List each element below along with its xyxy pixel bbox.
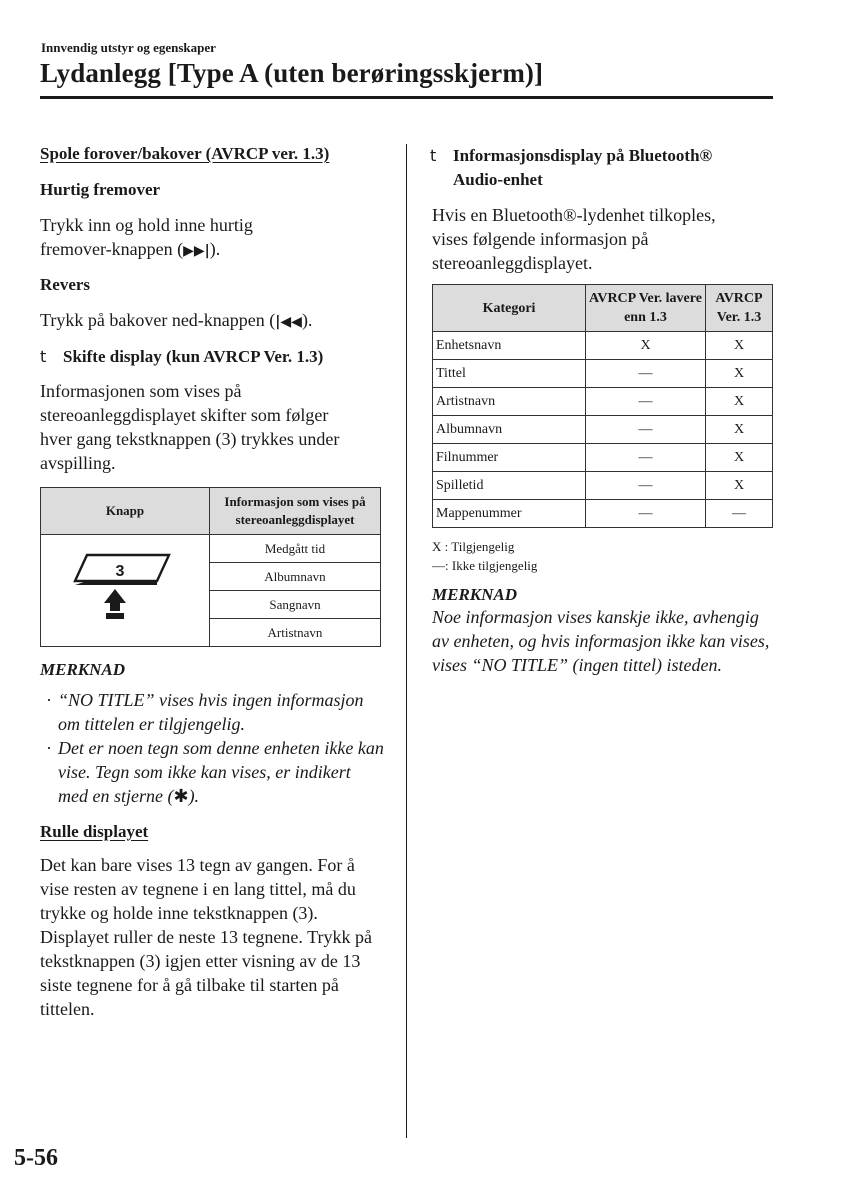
merknad-item-text: “NO TITLE” vises hvis ingen informasjon om tittelen er tilgjengelig. [58,690,364,734]
table-cell: Sangnavn [210,591,381,619]
table-cell: X [706,472,773,500]
table-cell: Artistnavn [210,619,381,647]
table-cell: Artistnavn [433,388,586,416]
hurtig-text-b: ). [209,239,221,259]
section-marker: t [40,347,47,366]
skifte-line: stereoanleggdisplayet skifter som følger [40,405,329,425]
table-cell: Medgått tid [210,535,381,563]
left-column [40,144,384,1021]
skifte-heading: Skifte display (kun AVRCP Ver. 1.3) [63,347,324,366]
info-text [432,203,778,275]
table-cell: X [706,360,773,388]
page-title: Lydanlegg [Type A (uten berøringsskjerm)] [40,58,544,88]
rulle-heading: Rulle displayet [40,822,149,841]
table-header-info: Informasjon som vises på stereoanleggdisplayet [210,488,381,535]
table-cell: Albumnavn [433,416,586,444]
bullet-dot: · [46,690,52,710]
table-cell: X [706,444,773,472]
table-cell: X [586,332,706,360]
merknad-item [40,736,384,809]
skifte-text [40,379,384,475]
display-table [40,487,381,647]
info-line: vises følgende informasjon på [432,229,649,249]
table-row [433,332,773,360]
fast-forward-icon: ▶▶| [183,243,210,259]
table-header-kategori: Kategori [433,285,586,332]
info-heading-line2: Audio-enhet [453,170,543,189]
table-header-lower: AVRCP Ver. lavere enn 1.3 [586,285,706,332]
table-header-knapp: Knapp [41,488,210,535]
table-cell: Tittel [433,360,586,388]
table-cell: Albumnavn [210,563,381,591]
revers-heading: Revers [40,275,91,294]
table-row [433,360,773,388]
right-column [432,144,778,677]
merknad-list [40,688,384,809]
table-cell: Spilletid [433,472,586,500]
table-cell: — [586,500,706,528]
table-cell: Mappenummer [433,500,586,528]
spole-heading: Spole forover/bakover (AVRCP ver. 1.3) [40,144,330,163]
info-heading-line1: Informasjonsdisplay på Bluetooth® [453,146,713,165]
rewind-icon: |◀◀ [275,314,302,330]
table-header-13: AVRCP Ver. 1.3 [706,285,773,332]
merknad-heading: MERKNAD [40,660,126,679]
table-cell: X [706,388,773,416]
bullet-dot: · [46,738,52,758]
merknad-item-text-b: ). [188,786,200,806]
table-row [433,416,773,444]
table-cell: — [706,500,773,528]
skifte-line: hver gang tekstknappen (3) trykkes under [40,429,340,449]
table-cell: Enhetsnavn [433,332,586,360]
bluetooth-info-table [432,284,773,528]
section-marker: t [430,146,437,165]
press-arrow-icon [104,589,126,619]
table-row [433,500,773,528]
hurtig-text-line2 [40,237,384,263]
table-row [41,535,381,563]
hurtig-heading: Hurtig fremover [40,180,161,199]
legend-unavailable: —: Ikke tilgjengelig [432,558,538,573]
section-label: Innvendig utstyr og egenskaper [41,40,216,55]
hurtig-text-line1: Trykk inn og hold inne hurtig [40,215,253,235]
table-cell: — [586,388,706,416]
info-line: Hvis en Bluetooth®-lydenhet tilkoples, [432,205,716,225]
legend [432,537,778,575]
hurtig-text-a: fremover-knappen ( [40,239,184,259]
page-number: 5-56 [14,1145,58,1171]
text-button-illustration [65,551,185,631]
merknad-item-text [58,736,384,809]
table-cell: — [586,472,706,500]
column-divider [406,144,407,1138]
skifte-line: Informasjonen som vises på [40,381,242,401]
table-cell: X [706,332,773,360]
skifte-heading-row [40,345,384,369]
info-line: stereoanleggdisplayet. [432,253,593,273]
merknad-item [40,688,384,736]
legend-available: X : Tilgjengelig [432,539,515,554]
revers-text-b: ). [301,310,313,330]
merknad-heading-right: MERKNAD [432,585,518,604]
asterisk-icon: ✱ [173,786,189,807]
table-cell: Filnummer [433,444,586,472]
button-cell [41,535,210,647]
revers-text-a: Trykk på bakover ned-knappen ( [40,310,276,330]
button-number: 3 [115,562,125,580]
table-cell: — [586,416,706,444]
title-rule [40,96,773,99]
revers-text [40,308,384,334]
table-cell: — [586,444,706,472]
merknad-item-text-a: Det er noen tegn som denne enheten ikke kan vise. Tegn som ikke kan vises, er indikert med en stjerne ( [58,738,384,806]
table-cell: X [706,416,773,444]
skifte-line: avspilling. [40,453,116,473]
info-heading-row [430,144,778,192]
merknad-text-right: Noe informasjon vises kanskje ikke, avhengig av enheten, og hvis informasjon ikke kan vises, vises “NO TITLE” (ingen tittel) isteden. [432,607,770,675]
table-cell: — [586,360,706,388]
table-row [433,444,773,472]
table-row [433,388,773,416]
info-heading [453,144,712,192]
rulle-text: Det kan bare vises 13 tegn av gangen. For å vise resten av tegnene i en lang tittel, må du trykke og holde inne tekstknappen (3). Displayet ruller de neste 13 tegnene. Trykk på tekstknappen (3) igjen etter visning av de 13 siste tegnene for å gå tilbake til starten på tittelen. [40,855,372,1019]
table-row [433,472,773,500]
